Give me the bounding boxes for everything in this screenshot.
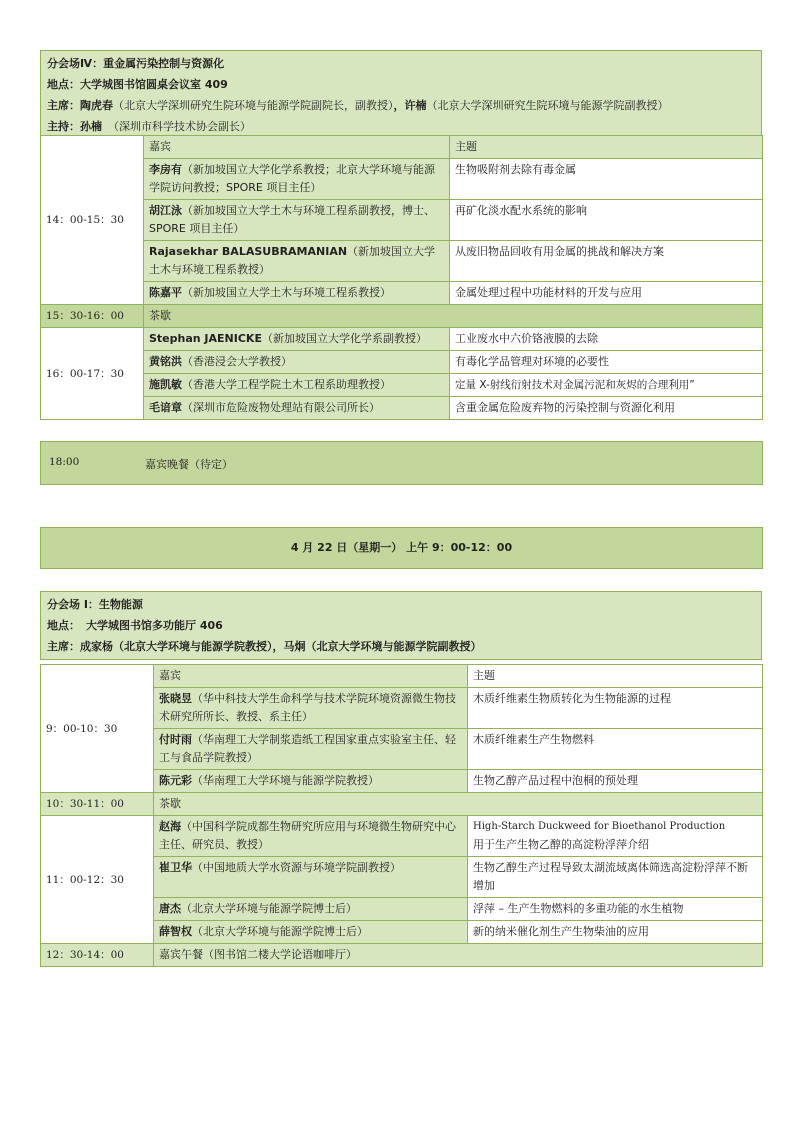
session4-header — [40, 50, 762, 140]
session4-break-label: 茶歇 — [144, 305, 763, 328]
topic-cell: 定量 X-射线衍射技术对金属污泥和灰烬的合理利用” — [450, 374, 763, 397]
topic-cell: 金属处理过程中功能材料的开发与应用 — [450, 282, 763, 305]
session1-title: 分会场 I：生物能源 — [47, 598, 143, 611]
guest-cell: 唐杰（北京大学环境与能源学院博士后） — [154, 898, 468, 921]
guest-cell: 付时雨（华南理工大学制浆造纸工程国家重点实验室主任、轻工与食品学院教授） — [154, 729, 468, 770]
guest-cell: 薛智权（北京大学环境与能源学院博士后） — [154, 921, 468, 944]
topic-cell: 从废旧物品回收有用金属的挑战和解决方案 — [450, 241, 763, 282]
guest-cell: 毛谙章（深圳市危险废物处理站有限公司所长） — [144, 397, 450, 420]
guest-cell: 陈嘉平（新加坡国立大学土木与环境工程系教授） — [144, 282, 450, 305]
col-guest-header: 嘉宾 — [144, 136, 450, 159]
topic-cell: 含重金属危险废弃物的污染控制与资源化利用 — [450, 397, 763, 420]
session4-table — [40, 135, 763, 420]
col-guest-header: 嘉宾 — [154, 665, 468, 688]
session1-table — [40, 664, 763, 967]
topic-cell: 生物乙醇产品过程中泡桐的预处理 — [468, 770, 763, 793]
guest-cell: 胡江泳（新加坡国立大学土木与环境工程系副教授，博士、SPORE 项目主任） — [144, 200, 450, 241]
topic-cell: 木质纤维素生物质转化为生物能源的过程 — [468, 688, 763, 729]
guest-cell: 黄铭洪（香港浸会大学教授） — [144, 351, 450, 374]
guest-cell: 陈元彩（华南理工大学环境与能源学院教授） — [154, 770, 468, 793]
dinner-label: 嘉宾晚餐（待定） — [145, 458, 233, 471]
guest-cell: 施凯敏（香港大学工程学院土木工程系助理教授） — [144, 374, 450, 397]
guest-cell: Stephan JAENICKE（新加坡国立大学化学系副教授） — [144, 328, 450, 351]
session1-slot1-time: 9：00-10：30 — [41, 665, 154, 793]
session4-host: 主持：孙楠 （深圳市科学技术协会副长） — [47, 120, 251, 133]
session4-title: 分会场Ⅳ：重金属污染控制与资源化 — [47, 57, 225, 70]
dinner-time: 18:00 — [49, 456, 80, 468]
dinner-band — [40, 441, 763, 485]
topic-cell: 工业废水中六价铬液膜的去除 — [450, 328, 763, 351]
topic-cell: 生物乙醇生产过程导致太湖流域离体筛选高淀粉浮萍不断增加 — [468, 857, 763, 898]
session1-break-label: 茶歇 — [154, 793, 763, 816]
guest-cell: 崔卫华（中国地质大学水资源与环境学院副教授） — [154, 857, 468, 898]
session1-header — [40, 591, 762, 660]
topic-zh: 用于生产生物乙醇的高淀粉浮萍介绍 — [473, 838, 649, 851]
day-banner: 4 月 22 日（星期一） 上午 9：00-12：00 — [40, 527, 763, 569]
guest-cell: 赵海（中国科学院成都生物研究所应用与环境微生物研究中心主任、研究员、教授） — [154, 816, 468, 857]
guest-cell: 张晓昱（华中科技大学生命科学与技术学院环境资源微生物技术研究所所长、教授、系主任） — [154, 688, 468, 729]
topic-cell: 生物吸附剂去除有毒金属 — [450, 159, 763, 200]
session4-slot1-time: 14：00-15：30 — [41, 136, 144, 305]
topic-cell: 浮萍 – 生产生物燃料的多重功能的水生植物 — [468, 898, 763, 921]
guest-cell: Rajasekhar BALASUBRAMANIAN（新加坡国立大学土木与环境工程系教授） — [144, 241, 450, 282]
session1-slot2-time: 11：00-12：30 — [41, 816, 154, 944]
session1-break-time: 10：30-11：00 — [41, 793, 154, 816]
topic-cell: 新的纳米催化剂生产生物柴油的应用 — [468, 921, 763, 944]
session1-lunch-label: 嘉宾午餐（图书馆二楼大学论语咖啡厅） — [154, 944, 763, 967]
session1-chairs: 主席：成家杨（北京大学环境与能源学院教授），马炯（北京大学环境与能源学院副教授） — [47, 640, 482, 653]
topic-cell: 再矿化淡水配水系统的影响 — [450, 200, 763, 241]
guest-cell: 李房有（新加坡国立大学化学系教授；北京大学环境与能源学院访问教授；SPORE 项目主任） — [144, 159, 450, 200]
topic-cell — [468, 816, 763, 857]
topic-en: High-Starch Duckweed for Bioethanol Production — [473, 821, 726, 832]
session4-slot2-time: 16：00-17：30 — [41, 328, 144, 420]
session4-chairs: 主席：陶虎春（北京大学深圳研究生院环境与能源学院副院长，副教授），许楠（北京大学深圳研究生院环境与能源学院副教授） — [47, 99, 669, 112]
session4-location: 地点：大学城图书馆圆桌会议室 409 — [47, 78, 228, 91]
session1-location: 地点： 大学城图书馆多功能厅 406 — [47, 619, 223, 632]
session4-break-time: 15：30-16：00 — [41, 305, 144, 328]
col-topic-header: 主题 — [468, 665, 763, 688]
topic-cell: 有毒化学品管理对环境的必要性 — [450, 351, 763, 374]
session1-lunch-time: 12：30-14：00 — [41, 944, 154, 967]
topic-cell: 木质纤维素生产生物燃料 — [468, 729, 763, 770]
col-topic-header: 主题 — [450, 136, 763, 159]
